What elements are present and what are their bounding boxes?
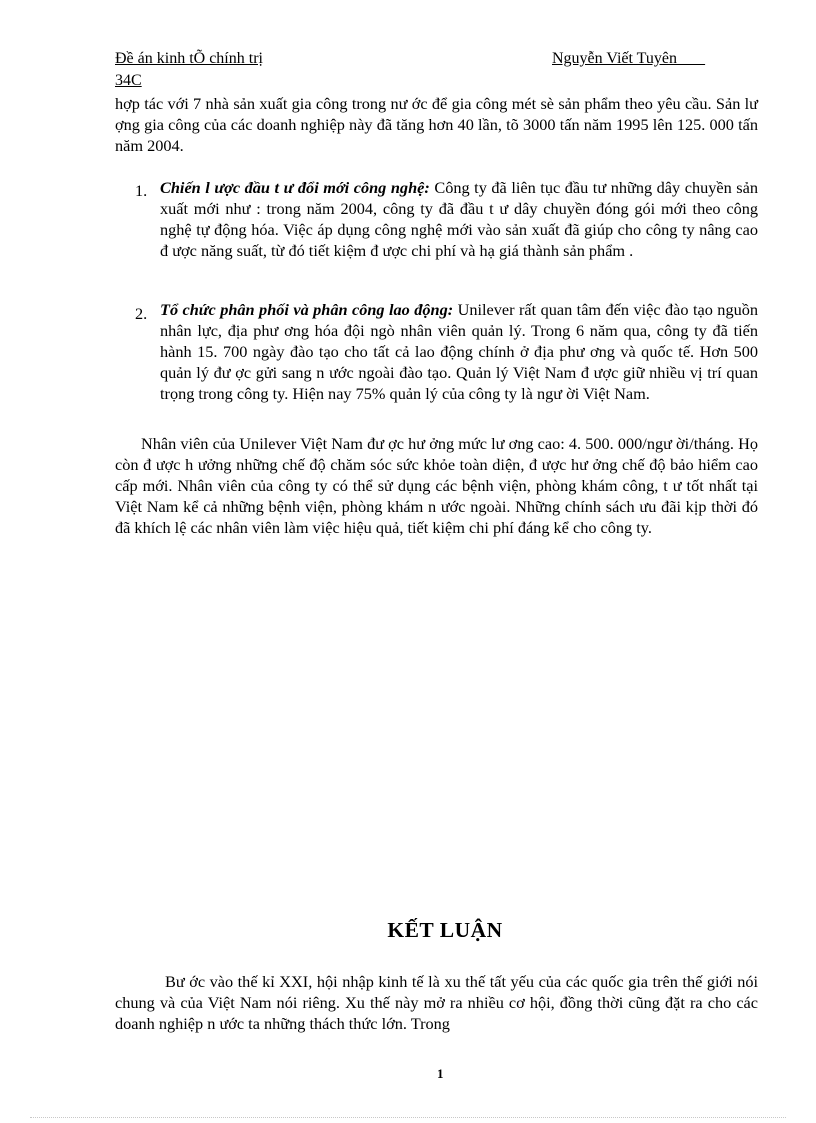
conclusion-title: KẾT LUẬN [387,918,503,942]
page-bottom-divider [30,1117,786,1118]
page-number: 1 [437,1066,444,1081]
list-item [160,299,758,404]
list-item-number: 2. [135,304,148,323]
list-item-heading: Tổ chức phân phối và phân công lao động: [160,300,454,319]
staff-benefits-paragraph: Nhân viên của Unilever Việt Nam đư ợc hư ởng mức lư ơng cao: 4. 500. 000/ngư ời/tháng. Họ còn đ ược h ưởng những chế độ chăm sóc sức khỏe toàn diện, đ ược hư ởng chế độ bảo hiểm cao cấp mới. Nhân viên của công ty có thể sử dụng các bệnh viện, phòng khám công, t ư tốt nhất tại Việt Nam kể cả những bệnh viện, phòng khám n ước ngoài. Những chính sách ưu đãi kịp thời đó đã khích lệ các nhân viên làm việc hiệu quả, tiết kiệm chi phí đáng kể cho công ty. [115,434,758,537]
list-item [160,177,758,261]
header-document-title: Đề án kinh tÕ chính trị [115,50,263,67]
list-item-number: 1. [135,181,148,200]
header-class-code: 34C [115,72,142,89]
list-item-text: Công ty đã liên tục đầu tư những dây chuyền sản xuất mới như : trong năm 2004, công ty đã đầu t ư dây chuyền đóng gói mới theo công nghệ tự động hóa. Việc áp dụng công nghệ mới vào sản xuất đã giúp cho công ty nâng cao đ ược năng suất, từ đó tiết kiệm đ ược chi phí và hạ giá thành sản phẩm . [160,178,758,260]
list-item-heading: Chiến l ược đầu t ư đổi mới công nghệ: [160,178,430,197]
header-author-name: Nguyễn Viết Tuyên ___ [552,50,705,67]
intro-paragraph: hợp tác với 7 nhà sản xuất gia công trong nư ớc để gia công mét sè sản phẩm theo yêu cầu. Sản lư ợng gia công của các doanh nghiệp này đã tăng hơn 40 lần, tõ 3000 tấn năm 1995 lên 125. 000 tấn năm 2004. [115,94,758,155]
list-item-text: Unilever rất quan tâm đến việc đào tạo nguồn nhân lực, địa phư ơng hóa đội ngò nhân viên quản lý. Trong 6 năm qua, công ty đã tiến hành 15. 700 ngày đào tạo cho tất cả lao động chính ở địa phư ơng và quốc tế. Hơn 500 quản lý đư ợc gửi sang n ước ngoài đào tạo. Quản lý Việt Nam đ ược giữ nhiều vị trí quan trọng trong công ty. Hiện nay 75% quản lý của công ty là ngư ời Việt Nam. [160,300,759,403]
conclusion-paragraph: Bư ớc vào thế kỉ XXI, hội nhập kinh tế là xu thế tất yếu của các quốc gia trên thế giới nói chung và của Việt Nam nói riêng. Xu thế này mở ra nhiều cơ hội, đồng thời cũng đặt ra cho các doanh nghiệp n ước ta những thách thức lớn. Trong [115,972,758,1033]
